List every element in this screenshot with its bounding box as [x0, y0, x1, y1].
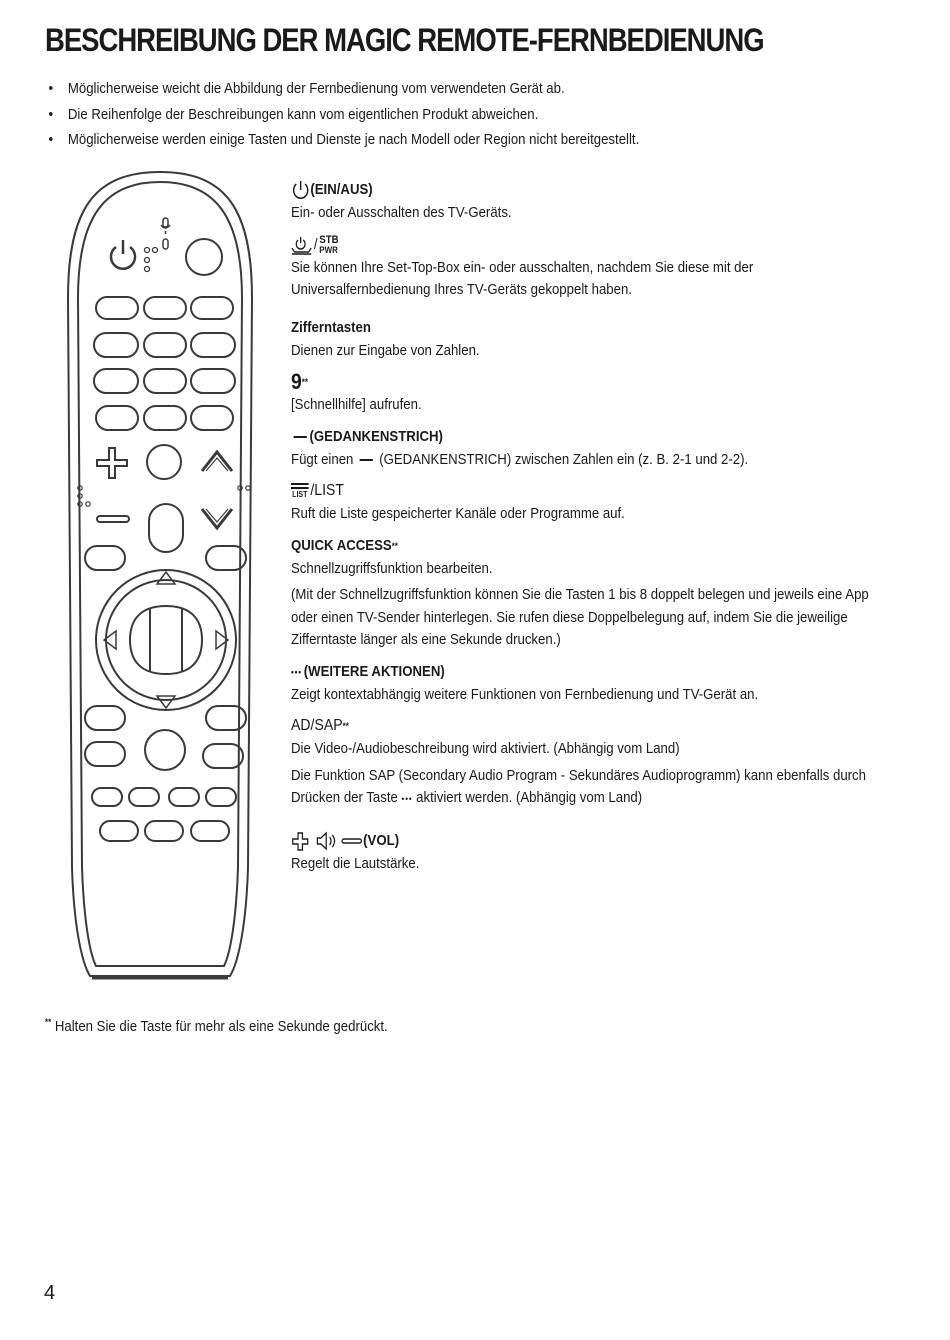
- dash-icon: [294, 436, 307, 438]
- power-button-icon: [111, 240, 135, 269]
- mic-icon: [161, 218, 170, 249]
- power-text: Ein- oder Ausschalten des TV-Geräts.: [291, 204, 512, 221]
- more-heading: (WEITERE AKTIONEN): [303, 662, 445, 680]
- quick-text-1: Schnellzugriffsfunktion bearbeiten.: [291, 559, 493, 577]
- footnote: [45, 1017, 388, 1035]
- volume-icon: [291, 830, 363, 852]
- digits-heading: Zifferntasten: [291, 318, 371, 336]
- page-title: BESCHREIBUNG DER MAGIC REMOTE-FERNBEDIENUNG: [45, 22, 764, 58]
- power-heading: (EIN/AUS): [310, 181, 373, 198]
- list-icon-label: LIST: [292, 490, 308, 499]
- section-list: [291, 479, 931, 526]
- stb-power-icon: [291, 234, 312, 256]
- quick-heading: QUICK ACCESS: [291, 536, 392, 554]
- navigation-wheel: [96, 570, 236, 710]
- descriptions: [291, 178, 931, 883]
- footnote-sup: **: [45, 1017, 52, 1027]
- note-item: • Die Reihenfolge der Beschreibungen kann vom eigentlichen Produkt abweichen.: [45, 102, 639, 128]
- channel-up-icon: [202, 452, 232, 471]
- footnote-text: Halten Sie die Taste für mehr als eine Sekunde gedrückt.: [54, 1018, 388, 1035]
- page-number: 4: [44, 1282, 56, 1304]
- home-button: [85, 546, 125, 570]
- quick-sup: **: [391, 540, 398, 551]
- more-dots-icon: •••: [291, 666, 302, 677]
- input-button: [186, 239, 222, 275]
- adsap-text-1: Die Video-/Audiobeschreibung wird aktiviert. (Abhängig vom Land): [291, 740, 680, 757]
- service-buttons: [92, 788, 236, 806]
- power-icon: [291, 179, 310, 201]
- voice-button: [145, 730, 185, 770]
- dash-text-before: Fügt einen: [291, 450, 354, 468]
- section-stb: [291, 233, 931, 302]
- volume-text: Regelt die Lautstärke.: [291, 854, 420, 872]
- adsap-text-2-after: aktiviert werden. (Abhängig vom Land): [416, 789, 643, 806]
- adsap-sup: **: [342, 721, 349, 731]
- section-nine: [291, 370, 931, 417]
- adsap-dots-icon: •••: [401, 794, 413, 804]
- adsap-text-2-before: Die Funktion SAP (Secondary Audio Program - Sekundäres Audioprogramm) kann ebenfalls durch Drücken der Taste: [291, 766, 867, 806]
- dash-heading: (GEDANKENSTRICH): [309, 427, 443, 445]
- settings-button: [85, 706, 125, 730]
- section-more-actions: [291, 660, 931, 707]
- section-digits: [291, 316, 931, 363]
- nine-icon: 9: [291, 369, 302, 394]
- channel-down-icon: [202, 509, 232, 528]
- adsap-label: AD/SAP: [291, 717, 343, 734]
- remote-outer-outline: [68, 172, 252, 976]
- section-dash: [291, 425, 931, 472]
- number-buttons: [94, 297, 235, 430]
- volume-heading: (VOL): [363, 831, 400, 849]
- notes-list: [45, 76, 720, 153]
- list-label: /LIST: [310, 482, 345, 499]
- digits-text: Dienen zur Eingabe von Zahlen.: [291, 341, 480, 359]
- nine-sup: **: [301, 377, 308, 387]
- nine-text: [Schnellhilfe] aufrufen.: [291, 396, 422, 413]
- stb-label: STB: [319, 233, 339, 246]
- note-item: • Möglicherweise weicht die Abbildung der Fernbedienung vom verwendeten Gerät ab.: [45, 76, 639, 102]
- color-buttons: [100, 821, 229, 841]
- section-quick-access: [291, 534, 931, 652]
- section-ad-sap: [291, 714, 931, 811]
- list-text: Ruft die Liste gespeicherter Kanäle oder Programme auf.: [291, 505, 625, 522]
- quick-text-2: (Mit der Schnellzugriffsfunktion können Sie die Tasten 1 bis 8 doppelt belegen und jeweils eine App oder einen TV-Sender hinterlegen. Sie rufen diese Doppelbelegung auf, indem Sie die jeweilige Zifferntaste länger als eine Sekunde drucken.): [291, 586, 869, 648]
- mute-button: [149, 504, 183, 552]
- section-power: [291, 178, 931, 225]
- magic-remote-illustration: [60, 168, 260, 984]
- volume-minus-icon: [97, 516, 129, 522]
- center-round-button: [147, 445, 181, 479]
- note-item: • Möglicherweise werden einige Tasten und Dienste je nach Modell oder Region nicht bereitgestellt.: [45, 127, 639, 153]
- dash-inline-icon: [360, 459, 373, 461]
- stb-text: Sie können Ihre Set-Top-Box ein- oder ausschalten, nachdem Sie diese mit der Universalfernbedienung Ihres TV-Geräts gekoppelt haben.: [291, 258, 754, 298]
- section-volume: [291, 829, 931, 876]
- stb-separator: /: [313, 235, 318, 253]
- list-icon: [291, 483, 309, 499]
- more-text: Zeigt kontextabhängig weitere Funktionen von Fernbedienung und TV-Gerät an.: [291, 685, 759, 703]
- dash-text-after: (GEDANKENSTRICH) zwischen Zahlen ein (z. B. 2-1 und 2-2).: [379, 450, 749, 468]
- remote-inner-outline: [78, 182, 242, 966]
- volume-plus-icon: [97, 448, 127, 478]
- pwr-label: PWR: [319, 244, 338, 255]
